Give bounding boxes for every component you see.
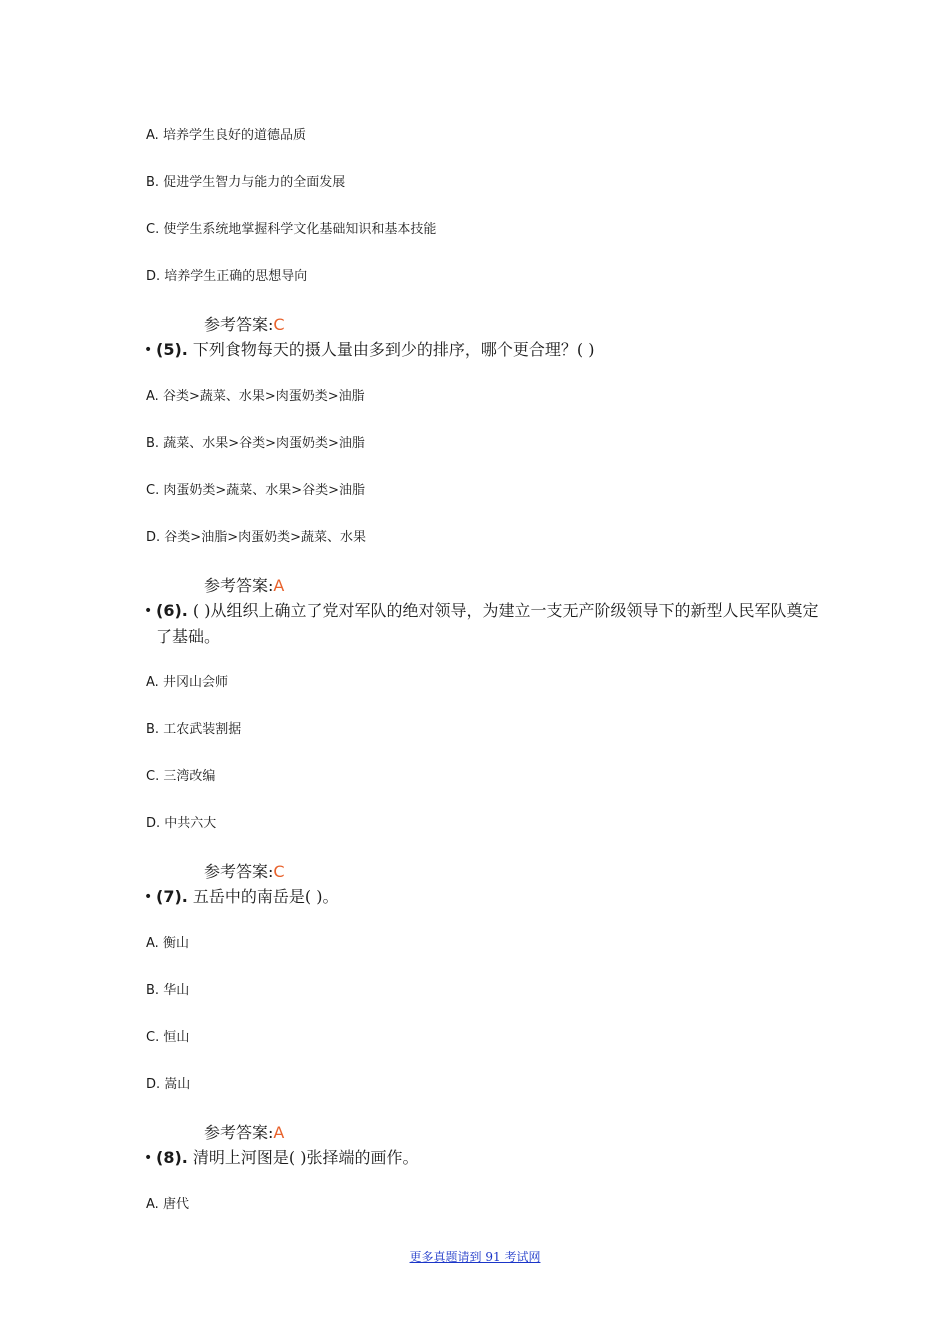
option-q7-d: D. 嵩山 [146,1077,191,1092]
bullet: • [144,1150,153,1166]
question-6: • (6). ( )从组织上确立了党对军队的绝对领导，为建立一支无产阶级领导下的新型人民军队奠定了基础。 [144,598,824,650]
answer-q7: 参考答案:A [204,1123,285,1142]
option-q5-c: C. 肉蛋奶类>蔬菜、水果>谷类>油脂 [146,483,366,498]
option-q6-d: D. 中共六大 [146,816,217,831]
bullet: • [144,889,153,905]
option-q7-c: C. 恒山 [146,1030,190,1045]
option-q7-b: B. 华山 [146,983,190,998]
option-q7-a: A. 衡山 [146,936,189,951]
option-q4-a: A. 培养学生良好的道德品质 [146,128,306,143]
bullet: • [144,603,153,619]
option-q5-d: D. 谷类>油脂>肉蛋奶类>蔬菜、水果 [146,530,366,545]
answer-q6: 参考答案:C [204,862,285,881]
option-q4-d: D. 培养学生正确的思想导向 [146,269,308,284]
question-8: • (8). 清明上河图是( )张择端的画作。 [144,1145,824,1171]
option-q6-c: C. 三湾改编 [146,769,216,784]
footer-more-questions-link[interactable]: 更多真题请到 91 考试网 [409,1250,541,1264]
bullet: • [144,342,153,358]
question-5: • (5). 下列食物每天的摄人量由多到少的排序，哪个更合理？( ) [144,337,824,363]
option-q6-b: B. 工农武装割据 [146,722,242,737]
answer-q5: 参考答案:A [204,576,285,595]
option-q6-a: A. 井冈山会师 [146,675,228,690]
answer-q4: 参考答案:C [204,315,285,334]
option-q8-a: A. 唐代 [146,1197,189,1212]
option-q4-c: C. 使学生系统地掌握科学文化基础知识和基本技能 [146,222,437,237]
option-q4-b: B. 促进学生智力与能力的全面发展 [146,175,346,190]
question-7: • (7). 五岳中的南岳是( )。 [144,884,824,910]
option-q5-a: A. 谷类>蔬菜、水果>肉蛋奶类>油脂 [146,389,365,404]
option-q5-b: B. 蔬菜、水果>谷类>肉蛋奶类>油脂 [146,436,365,451]
